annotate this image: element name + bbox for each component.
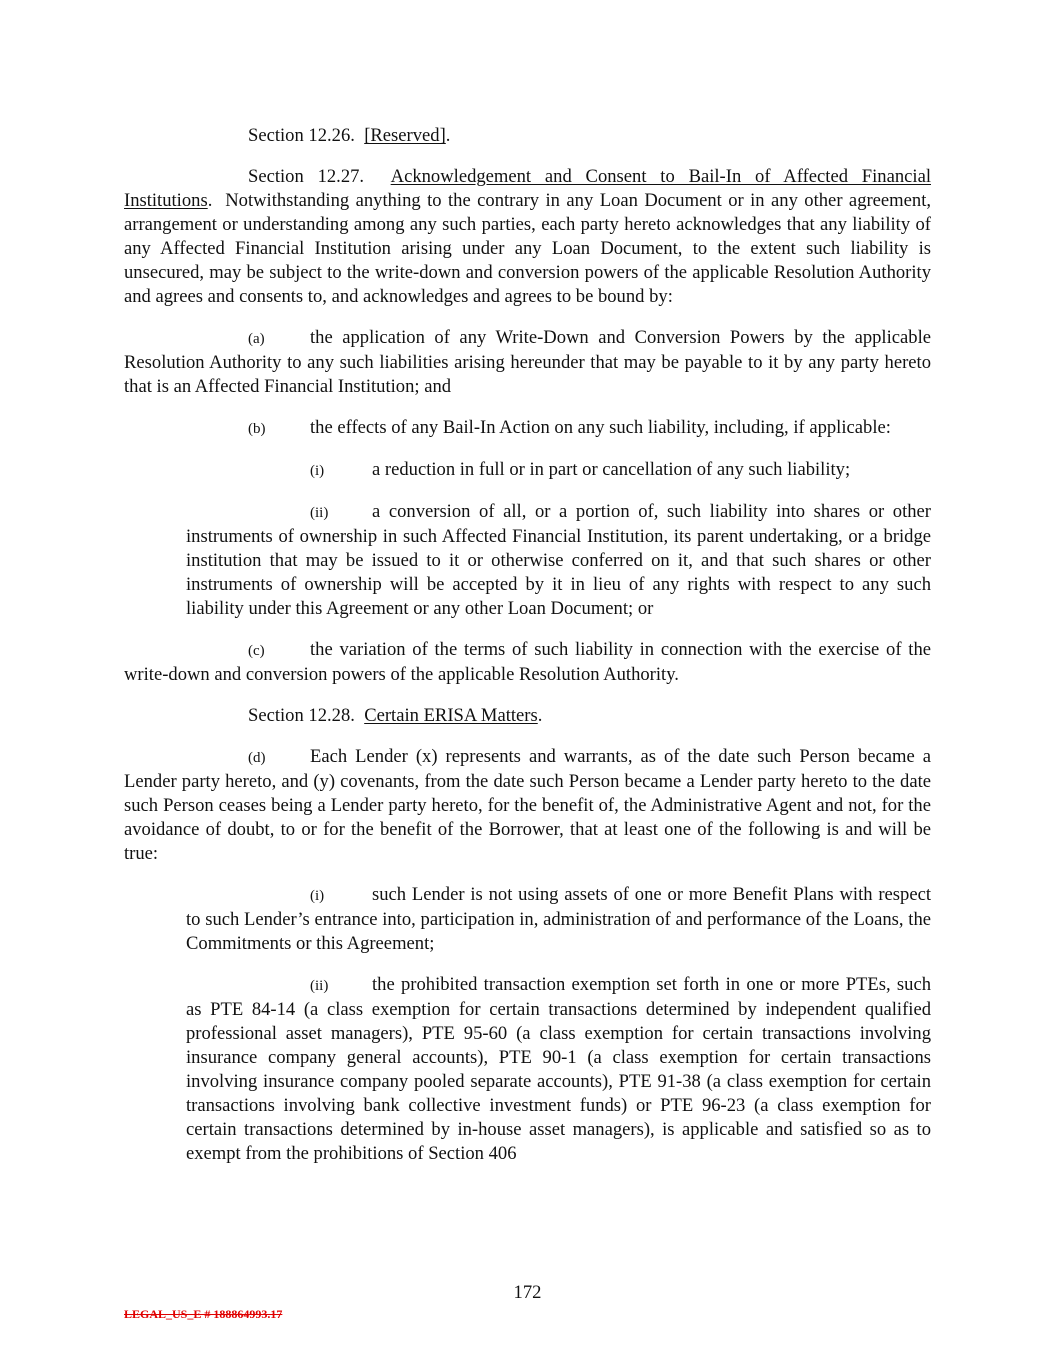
section-title: Acknowledgement and Consent to Bail-In of Affected Financial Institutions: [124, 166, 931, 211]
clause-text: Each Lender (x) represents and warrants, as of the date such Person became a Lender party hereto, and (y) covenants, from the date such Person became a Lender party hereto to the date such Person ceases being a Lender party hereto, for the benefit of, the Administrative Agent and not, for the avoidance of doubt, to or for the benefit of the Borrower, that at least one of the following is and will be true:: [124, 746, 931, 864]
clause-d-i: [124, 883, 931, 956]
punct: .: [207, 190, 213, 211]
section-number: Section 12.28.: [248, 705, 355, 726]
document-id-footer: LEGAL_US_E # 188864993.17: [124, 1307, 283, 1321]
clause-text: the variation of the terms of such liability in connection with the exercise of the write-down and conversion powers of the applicable Resolution Authority.: [124, 639, 931, 685]
section-12-28: [124, 704, 931, 728]
clause-text: a reduction in full or in part or cancellation of any such liability;: [372, 459, 851, 480]
clause-label: (a): [248, 331, 265, 347]
clause-text: a conversion of all, or a portion of, such liability into shares or other instruments of ownership in such Affected Financial Institution, its parent undertaking, or a bridge institution that may be issued to it or otherwise conferred on it, and that such shares or other instruments of ownership will be accepted by it in lieu of any rights with respect to any such liability under this Agreement or any other Loan Document; or: [186, 501, 931, 619]
clause-label: (i): [310, 463, 325, 479]
section-12-27: [124, 165, 931, 309]
clause-d-ii: [124, 973, 931, 1166]
clause-label: (c): [248, 643, 265, 659]
section-title: Certain ERISA Matters: [364, 705, 538, 726]
clause-b-i: [124, 458, 931, 483]
section-number: Section 12.26.: [248, 125, 355, 146]
clause-d: [124, 745, 931, 866]
section-title: [Reserved]: [364, 125, 446, 146]
clause-text: the prohibited transaction exemption set forth in one or more PTEs, such as PTE 84-14 (a class exemption for certain transactions determined by independent qualified professional asset managers), PTE 95-60 (a class exemption for certain transactions involving insurance company general accounts), PTE 90-1 (a class exemption for certain transactions involving insurance company pooled separate accounts), PTE 91-38 (a class exemption for certain transactions involving bank collective investment funds) or PTE 96-23 (a class exemption for certain transactions determined by in-house asset managers), is applicable and satisfied so as to exempt from the prohibitions of Section 406: [186, 974, 931, 1164]
clause-label: (ii): [310, 978, 329, 994]
clause-label: (b): [248, 421, 266, 437]
clause-b: [124, 416, 931, 441]
page-number: 172: [513, 1282, 542, 1303]
clause-a: [124, 326, 931, 399]
document-page: [124, 124, 931, 1183]
section-body: Notwithstanding anything to the contrary in any Loan Document or in any other agreement, arrangement or understanding among any such parties, each party hereto acknowledges that any liability of any Affected Financial Institution arising under any Loan Document, to the extent such liability is unsecured, may be subject to the write-down and conversion powers of the applicable Resolution Authority and agrees and consents to, and acknowledges and agrees to be bound by:: [124, 190, 932, 307]
punct: .: [537, 705, 543, 726]
clause-text: such Lender is not using assets of one or more Benefit Plans with respect to such Lender’s entrance into, participation in, administration of and performance of the Loans, the Commitments or this Agreement;: [186, 884, 931, 954]
clause-label: (i): [310, 888, 325, 904]
clause-c: [124, 638, 931, 687]
clause-label: (d): [248, 750, 266, 766]
section-number: Section 12.27.: [248, 166, 365, 187]
clause-text: the effects of any Bail-In Action on any such liability, including, if applicable:: [310, 417, 891, 438]
section-12-26: [124, 124, 931, 148]
clause-text: the application of any Write-Down and Conversion Powers by the applicable Resolution Authority to any such liabilities arising hereunder that may be payable to it by any party hereto that is an Affected Financial Institution; and: [124, 327, 931, 397]
clause-b-ii: [124, 500, 931, 621]
punct: .: [445, 125, 451, 146]
clause-label: (ii): [310, 505, 329, 521]
